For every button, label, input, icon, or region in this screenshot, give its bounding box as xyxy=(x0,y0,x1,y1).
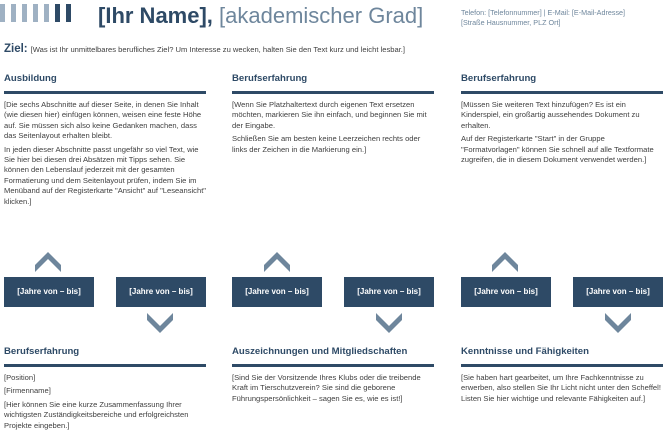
chevron-down-icon xyxy=(605,313,631,333)
section-divider xyxy=(4,364,206,367)
logo-bar xyxy=(66,4,71,22)
chevron-up-icon xyxy=(35,252,61,272)
section-paragraph[interactable]: [Müssen Sie weiteren Text hinzufügen? Es ist ein Kinderspiel, ein großartig aussehendes Dokument zu erhalten. xyxy=(461,100,640,130)
section-paragraph[interactable]: Auf der Registerkarte "Start" in der Gruppe "Formatvorlagen" können Sie schnell auf alle Textformate zugreifen, die in diesem Dokument verwendet werden.] xyxy=(461,134,654,165)
section-divider xyxy=(461,91,663,94)
section-ausbildung xyxy=(4,73,206,207)
section-berufserfahrung-1 xyxy=(232,73,434,155)
section-berufserfahrung-2 xyxy=(461,73,663,165)
degree-placeholder[interactable]: [akademischer Grad] xyxy=(212,3,424,28)
section-paragraph[interactable]: [Hier können Sie eine kurze Zusammenfassung Ihrer wichtigsten Zuständigkeitsbereiche und erfolgreichsten Projekte eingeben.] xyxy=(4,399,189,430)
section-title: Kenntnisse und Fähigkeiten xyxy=(461,346,589,357)
section-divider xyxy=(232,91,434,94)
chevron-down-icon xyxy=(147,313,173,333)
section-divider xyxy=(232,364,434,367)
section-paragraph[interactable]: [Position] xyxy=(4,373,36,382)
timeline-years-box[interactable]: [Jahre von – bis] xyxy=(232,277,322,307)
goal-section[interactable] xyxy=(4,43,405,55)
section-paragraph[interactable]: In jeden dieser Abschnitte passt ungefähr so viel Text, wie Sie hier bei diesen drei Absätzen mit Tipps sehen. Sie können den Lebenslauf jederzeit mit der gesamten Formatierung und dem Seitenlayout prüfen, indem Sie im Menüband auf der Registerkarte "Ansicht" auf "Leseansicht" klicken.] xyxy=(4,144,207,206)
section-paragraph[interactable]: [Sie haben hart gearbeitet, um Ihre Fachkenntnisse zu erwerben, also stellen Sie Ihr Licht nicht unter den Scheffel! Listen Sie hier wichtige und relevante Fähigkeiten auf.] xyxy=(461,373,661,403)
timeline-years-box[interactable]: [Jahre von – bis] xyxy=(116,277,206,307)
logo-bar xyxy=(33,4,38,22)
section-paragraph[interactable]: Schließen Sie am besten keine Leerzeichen rechts oder links der Zeichen in die Markierung ein.] xyxy=(232,134,421,154)
section-paragraph[interactable]: [Sind Sie der Vorsitzende Ihres Klubs oder die treibende Kraft im Tierschutzverein? Sie sind die geborene Führungspersönlichkeit – sagen Sie es, wie es ist!] xyxy=(232,373,421,403)
logo-bar xyxy=(11,4,16,22)
goal-text[interactable]: [Was ist Ihr unmittelbares berufliches Ziel? Um Interesse zu wecken, halten Sie den Text kurz und leicht lesbar.] xyxy=(30,45,406,54)
contact-line-phone-email[interactable]: Telefon: [Telefonnummer] | E-Mail: [E-Mail-Adresse] xyxy=(461,8,626,17)
chevron-down-icon xyxy=(376,313,402,333)
logo-bar xyxy=(44,4,49,22)
chevron-up-icon xyxy=(264,252,290,272)
section-auszeichnungen xyxy=(232,346,434,404)
section-title: Berufserfahrung xyxy=(232,73,308,84)
section-paragraph[interactable]: [Wenn Sie Platzhaltertext durch eigenen Text ersetzen möchten, markieren Sie ihn einfach, und beginnen Sie mit der Eingabe. xyxy=(232,100,427,130)
section-divider xyxy=(461,364,663,367)
section-title: Berufserfahrung xyxy=(4,346,80,357)
timeline-years-box[interactable]: [Jahre von – bis] xyxy=(4,277,94,307)
page-title[interactable] xyxy=(98,3,423,29)
logo-bar xyxy=(55,4,60,22)
section-kenntnisse xyxy=(461,346,663,404)
section-paragraph[interactable]: [Firmenname] xyxy=(4,386,51,396)
logo-bar xyxy=(0,4,5,22)
contact-info[interactable] xyxy=(461,8,625,28)
section-title: Ausbildung xyxy=(4,73,57,84)
logo-bars xyxy=(0,4,71,22)
timeline-years-box[interactable]: [Jahre von – bis] xyxy=(461,277,551,307)
section-berufserfahrung-3 xyxy=(4,346,206,431)
section-title: Berufserfahrung xyxy=(461,73,537,84)
section-title: Auszeichnungen und Mitgliedschaften xyxy=(232,346,408,357)
timeline-years-box[interactable]: [Jahre von – bis] xyxy=(573,277,663,307)
goal-label: Ziel: xyxy=(4,43,28,55)
section-paragraph[interactable]: [Die sechs Abschnitte auf dieser Seite, in denen Sie Inhalt (wie diesen hier) einfügen können, weisen eine feste Höhe auf. Sie müssen sich also keine Gedanken machen, dass das Seitenlayout erhalten bleibt. xyxy=(4,100,202,141)
chevron-up-icon xyxy=(492,252,518,272)
contact-line-address[interactable]: [Straße Hausnummer, PLZ Ort] xyxy=(461,18,561,27)
name-placeholder[interactable]: [Ihr Name], xyxy=(98,3,213,28)
section-divider xyxy=(4,91,206,94)
logo-bar xyxy=(22,4,27,22)
timeline-years-box[interactable]: [Jahre von – bis] xyxy=(344,277,434,307)
